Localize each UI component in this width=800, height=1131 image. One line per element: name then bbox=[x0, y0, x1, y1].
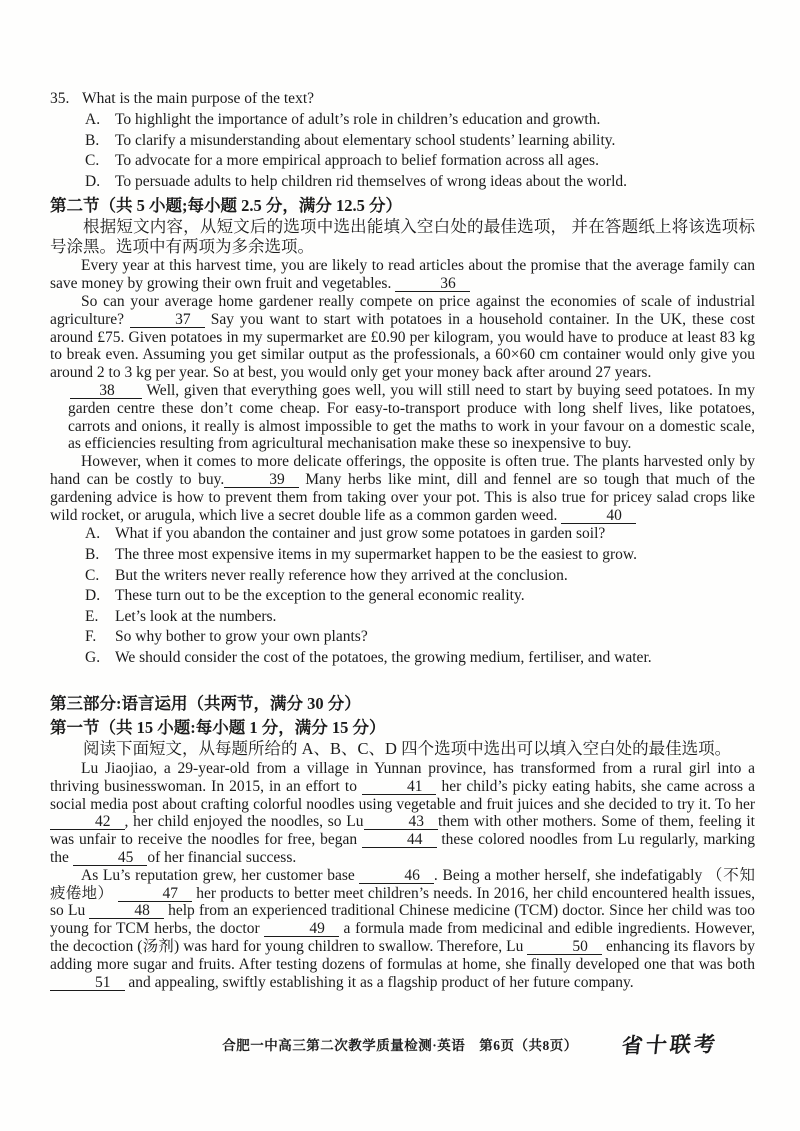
section-3 bbox=[50, 693, 755, 991]
blank-50: 50 bbox=[527, 939, 602, 955]
blank-37: 37 bbox=[130, 312, 205, 328]
blank-39: 39 bbox=[224, 472, 299, 488]
blank-43: 43 bbox=[364, 814, 439, 830]
section-2-heading: 第二节（共 5 小题;每小题 2.5 分，满分 12.5 分） bbox=[50, 196, 402, 216]
blank-44: 44 bbox=[362, 832, 437, 848]
choice-text: We should consider the cost of the potatoes, the growing medium, fertiliser, and water. bbox=[115, 648, 652, 666]
choice-text: The three most expensive items in my supermarket happen to be the easiest to grow. bbox=[115, 545, 637, 563]
blank-36: 36 bbox=[395, 276, 470, 292]
choice-B bbox=[50, 131, 755, 152]
passage-paragraph: Lu Jiaojiao, a 29-year-old from a village in Yunnan province, has transformed from a rural girl into a thriving businesswoman. In 2015, in an effort to 41 her child’s picky eating habits, she came across a social media post about crafting colorful noodles using vegetable and fruit juices and she decided to try it. To her 42 , her child enjoyed the noodles, so Lu 43 them with other mothers. Some of them, feeling it was unfair to receive the noodles for free, began 44 these colored noodles from Lu regularly, marking the 45 of her financial success. bbox=[50, 759, 755, 866]
blank-51: 51 bbox=[50, 975, 125, 991]
blank-38: 38 bbox=[70, 383, 142, 399]
passage-paragraph: Every year at this harvest time, you are likely to read articles about the promise that the average family can save money by growing their own fruit and vegetables. 36 bbox=[50, 257, 755, 293]
choice-text: Let’s look at the numbers. bbox=[115, 607, 277, 625]
choice-text: These turn out to be the exception to the general economic reality. bbox=[115, 587, 525, 605]
question-35 bbox=[50, 88, 755, 192]
section-2-passage bbox=[50, 257, 755, 524]
choice-G bbox=[50, 648, 755, 669]
choice-text: To persuade adults to help children rid themselves of wrong ideas about the world. bbox=[115, 172, 628, 190]
part-3-heading: 第三部分:语言运用（共两节，满分 30 分） bbox=[50, 694, 361, 714]
blank-40: 40 bbox=[561, 508, 636, 524]
choice-B bbox=[50, 545, 755, 566]
choice-A bbox=[50, 524, 755, 545]
blank-48: 48 bbox=[89, 903, 164, 919]
blank-49: 49 bbox=[264, 921, 339, 937]
choice-label: C. bbox=[85, 152, 100, 170]
choice-text: To advocate for a more empirical approach to belief formation across all ages. bbox=[115, 152, 599, 170]
choice-text: What if you abandon the container and just grow some potatoes in garden soil? bbox=[115, 525, 606, 543]
blank-41: 41 bbox=[362, 779, 437, 795]
choice-E bbox=[50, 607, 755, 628]
choice-text: But the writers never really reference how they arrived at the conclusion. bbox=[115, 566, 568, 584]
choice-C bbox=[50, 151, 755, 172]
choice-label: A. bbox=[85, 111, 101, 128]
blank-46: 46 bbox=[359, 868, 434, 884]
choice-label: F. bbox=[85, 628, 97, 646]
choice-label: A. bbox=[85, 525, 101, 543]
choice-label: B. bbox=[85, 545, 100, 563]
blank-42: 42 bbox=[50, 814, 125, 830]
choice-C bbox=[50, 566, 755, 587]
question-35-stem-row bbox=[50, 88, 755, 110]
passage-paragraph: So can your average home gardener really compete on price against the economies of scale of industrial agriculture? 37 Say you want to start with potatoes in a household container. In the UK, these cost around £75. Given potatoes in my supermarket are £0.90 per kilogram, you would have to produce at least 83 kg to break even. Assuming you get similar output as the professionals, a 60×60 cm container would only give you around 2 to 3 kg per year. So at best, you would only get your money back after around 27 years. bbox=[50, 292, 755, 382]
choice-label: C. bbox=[85, 566, 100, 584]
choice-F bbox=[50, 627, 755, 648]
section-3-heading: 第一节（共 15 小题:每小题 1 分，满分 15 分） bbox=[50, 718, 386, 738]
section-2 bbox=[50, 195, 755, 668]
choice-A bbox=[50, 110, 755, 131]
choice-text: So why bother to grow your own plants? bbox=[115, 628, 368, 646]
page-footer bbox=[0, 1032, 800, 1058]
choice-D bbox=[50, 172, 755, 193]
question-number: 35. bbox=[50, 90, 70, 107]
question-stem: What is the main purpose of the text? bbox=[82, 90, 315, 107]
choice-label: D. bbox=[85, 172, 101, 190]
blank-45: 45 bbox=[73, 850, 148, 866]
section-3-passage bbox=[50, 760, 755, 991]
section-3-instructions: 阅读下面短文，从每题所给的 A、B、C、D 四个选项中选出可以填入空白处的最佳选项。 bbox=[83, 739, 732, 759]
choice-label: G. bbox=[85, 648, 101, 666]
footer-title-page-number: 合肥一中高三第二次教学质量检测·英语 第6页（共8页） bbox=[222, 1038, 578, 1053]
choice-text: To clarify a misunderstanding about elementary school students’ learning ability. bbox=[115, 131, 616, 149]
blank-47: 47 bbox=[118, 886, 193, 902]
exam-brand-calligraphy: 省十联考 bbox=[620, 1032, 720, 1058]
section-2-choices bbox=[50, 524, 755, 668]
choice-label: E. bbox=[85, 607, 99, 625]
choice-label: D. bbox=[85, 587, 101, 605]
choice-D bbox=[50, 586, 755, 607]
choice-text: To highlight the importance of adult’s role in children’s education and growth. bbox=[115, 111, 601, 128]
passage-paragraph: As Lu’s reputation grew, her customer base 46 . Being a mother herself, she indefatigably （不知疲倦地） 47 her products to better meet children’s needs. In 2016, her child encountered health issues, so Lu 48 help from an experienced traditional Chinese medicine (TCM) doctor. Since her child was too young for TCM herbs, the doctor 49 a formula made from medicinal and edible ingredients. However, the decoction (汤剂) was hard for young children to swallow. Therefore, Lu 50 enhancing its flavors by adding more sugar and fruits. After testing dozens of formulas at home, she finally developed one that was both 51 and appealing, swiftly establishing it as a flagship product of her future company. bbox=[50, 866, 756, 991]
section-2-instructions: 根据短文内容，从短文后的选项中选出能填入空白处的最佳选项， 并在答题纸上将该选项标号涂黑。选项中有两项为多余选项。 bbox=[50, 217, 755, 256]
passage-paragraph: 38 Well, given that everything goes well, you will still need to start by buying seed potatoes. In my garden centre these don’t come cheap. For easy-to-transport produce with long shelf lives, like potatoes, carrots and onions, it really is almost impossible to get the maths to work in your favour on a domestic scale, as efficiencies resulting from agricultural mechanisation make these so inexpensive to buy. bbox=[68, 381, 755, 453]
question-35-options bbox=[50, 110, 755, 192]
choice-label: B. bbox=[85, 131, 100, 149]
passage-paragraph: However, when it comes to more delicate offerings, the opposite is often true. The plants harvested only by hand can be costly to buy. 39 Many herbs like mint, dill and fennel are so tough that much of the gardening advice is how to prevent them from taking over your pot. This is also true for pricey salad crops like wild rocket, or arugula, which live a secret double life as a common garden weed. 40 bbox=[50, 453, 755, 524]
